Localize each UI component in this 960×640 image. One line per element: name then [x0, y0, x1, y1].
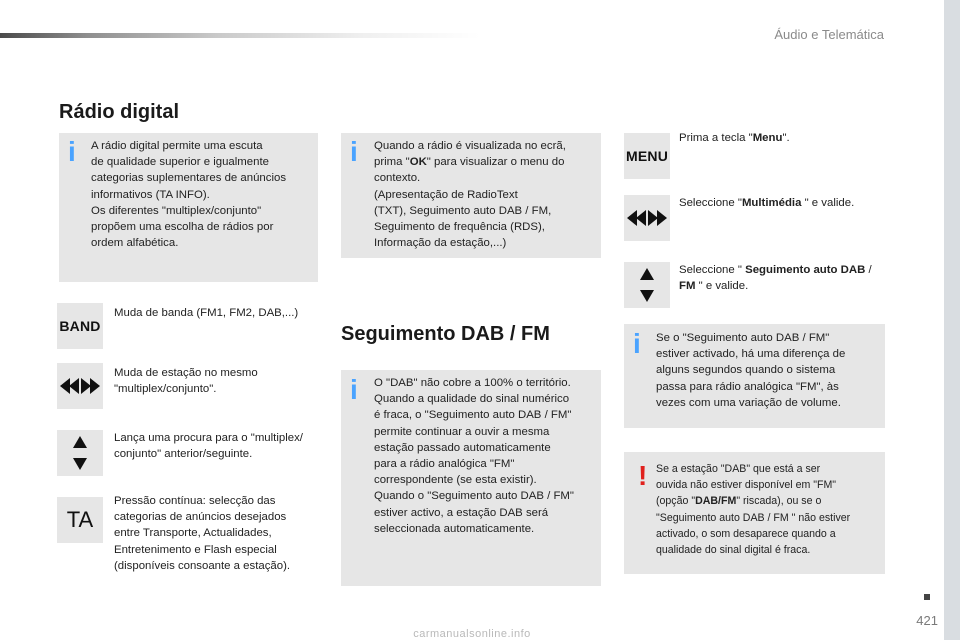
- page-number: 421: [916, 613, 938, 628]
- info-text-dab-active: Se o "Seguimento auto DAB / FM" estiver activado, há uma diferença de alguns segundos quando o sistema passa para rádio analógica "FM", às vezes com uma variação de volume.: [656, 332, 846, 409]
- header-gradient-bar: [0, 33, 480, 38]
- band-key: [57, 303, 103, 349]
- up-down-key-right: [624, 262, 670, 308]
- info-icon: i: [350, 136, 358, 167]
- step-press-menu: Prima a tecla "Menu".: [679, 132, 790, 144]
- chapter-title: Áudio e Telemática: [774, 27, 884, 42]
- ta-key: [57, 497, 103, 543]
- step-select-multimedia: Seleccione "Multimédia " e valide.: [679, 197, 855, 209]
- info-text-context-menu: Quando a rádio é visualizada no ecrã, prima "OK" para visualizar o menu do contexto. (Apresentação de RadioText (TXT), Seguimento auto DAB / FM, Seguimento de frequência (RDS), Informação da estação,...): [374, 140, 566, 250]
- warning-text: Se a estação "DAB" que está a ser ouvida não estiver disponível em "FM" (opção "DAB/FM" riscada), ou se o "Seguimento auto DAB / FM " não estiver activado, o som desaparece quando a qualidade do sinal digital é fraca.: [656, 463, 851, 557]
- ta-key-label: TA: [66, 507, 94, 532]
- side-strip: [944, 0, 960, 640]
- ta-key-desc: Pressão contínua: selecção das categorias de anúncios desejados entre Transporte, Actualidades, Entretenimento e Flash especial (disponíveis consoante a estação).: [114, 495, 291, 572]
- up-down-key-desc: Lança uma procura para o "multiplex/ conjunto" anterior/seguinte.: [114, 432, 303, 461]
- up-down-key: [57, 430, 103, 476]
- info-text-digital: A rádio digital permite uma escuta de qualidade superior e igualmente categorias suplementares de anúncios informativos (TA INFO). Os diferentes "multiplex/conjunto" propõem uma escolha de rádios por ordem alfabética.: [91, 140, 287, 250]
- up-down-arrows-icon: [637, 265, 657, 305]
- seek-key-desc: Muda de estação no mesmo "multiplex/conjunto".: [114, 367, 258, 396]
- page-marker: [924, 594, 930, 600]
- seek-arrows-icon: [58, 376, 102, 396]
- info-text-dab: O "DAB" não cobre a 100% o território. Quando a qualidade do sinal numérico é fraca, o "Seguimento auto DAB / FM" permite continuar a ouvir a mesma estação passado automaticamente para a rádio analógica "FM" correspondente (se esta existir). Quando o "Seguimento auto DAB / FM" estiver activo, a estação DAB será seleccionada automaticamente.: [374, 377, 574, 535]
- band-key-label: BAND: [59, 318, 101, 334]
- up-down-arrows-icon: [70, 433, 90, 473]
- seek-arrows-icon: [625, 208, 669, 228]
- menu-key-label: MENU: [625, 148, 669, 164]
- step-select-dab-follow: Seleccione " Seguimento auto DAB / FM " e valide.: [679, 264, 872, 293]
- seek-key-right: [624, 195, 670, 241]
- band-key-desc: Muda de banda (FM1, FM2, DAB,...): [114, 307, 299, 319]
- info-icon: i: [68, 136, 76, 167]
- ok-key-name: OK: [409, 156, 427, 169]
- section-title-digital: Rádio digital: [59, 101, 179, 123]
- seek-key: [57, 363, 103, 409]
- section-title-dab: Seguimento DAB / FM: [341, 323, 550, 345]
- info-icon: i: [350, 374, 358, 405]
- info-icon: i: [633, 328, 641, 359]
- warning-icon: !: [638, 460, 648, 491]
- watermark: carmanualsonline.info: [413, 628, 531, 640]
- menu-key: [624, 133, 670, 179]
